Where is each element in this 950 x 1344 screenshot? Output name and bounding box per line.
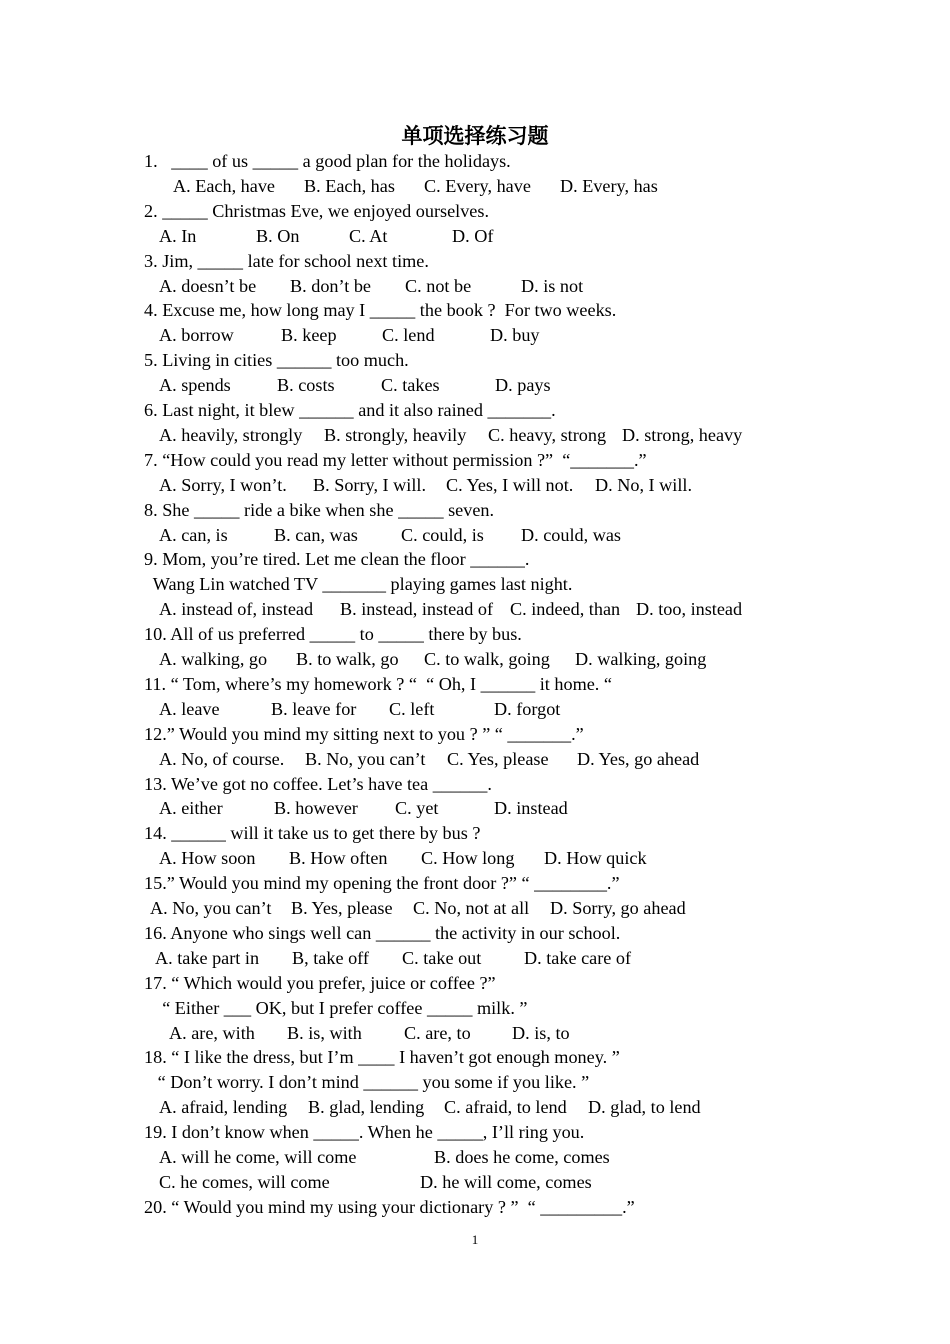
answer-option: D. Of — [452, 225, 494, 246]
question-text: 3. Jim, _____ late for school next time. — [144, 250, 429, 271]
answer-option: B. costs — [277, 375, 335, 396]
answer-option: C. take out — [402, 947, 482, 968]
answer-option: C. not be — [405, 275, 472, 296]
answer-option: A. doesn’t be — [159, 275, 257, 296]
answer-option: B. No, you can’t — [305, 748, 426, 769]
answer-option: A. spends — [159, 375, 231, 396]
answer-option: A. either — [159, 798, 223, 819]
answer-option: D. walking, going — [575, 649, 707, 669]
answer-option: B. Yes, please — [291, 898, 393, 918]
answer-option: C. afraid, to lend — [444, 1097, 567, 1118]
answer-option: B. strongly, heavily — [324, 424, 467, 445]
answer-option: B. How often — [289, 848, 388, 869]
page-title: 单项选择练习题 — [401, 124, 549, 148]
answer-option: D. Sorry, go ahead — [550, 898, 686, 918]
answer-option: C. How long — [421, 848, 515, 869]
answer-option: B. can, was — [274, 524, 358, 545]
answer-option: D. could, was — [521, 524, 622, 545]
answer-option: C. Yes, I will not. — [446, 474, 574, 495]
question-text: 14. ______ will it take us to get there by bus ? — [144, 823, 481, 844]
answer-option: C. No, not at all — [413, 898, 530, 918]
question-text: 15.” Would you mind my opening the front door ?” “ ________.” — [144, 873, 620, 894]
answer-option: B. glad, lending — [308, 1097, 425, 1118]
answer-option: C. to walk, going — [424, 649, 550, 669]
question-text: 1. ____ of us _____ a good plan for the holidays. — [144, 151, 511, 171]
answer-option: A. walking, go — [159, 649, 268, 669]
answer-option: D. Yes, go ahead — [577, 748, 700, 769]
answer-option: C. Yes, please — [447, 748, 549, 769]
answer-option: B. don’t be — [290, 275, 371, 296]
question-text: 10. All of us preferred _____ to _____ there by bus. — [144, 624, 522, 645]
answer-option: C. could, is — [401, 524, 484, 545]
answer-option: C. are, to — [404, 1022, 471, 1043]
question-text: 9. Mom, you’re tired. Let me clean the floor ______. — [144, 549, 530, 570]
answer-option: A. borrow — [159, 325, 234, 346]
answer-option: B. however — [274, 798, 358, 819]
question-text: Wang Lin watched TV _______ playing games last night. — [144, 574, 573, 595]
answer-option: B. keep — [281, 325, 337, 346]
answer-option: C. lend — [382, 325, 435, 346]
answer-option: C. At — [349, 225, 388, 246]
question-text: 18. “ I like the dress, but I’m ____ I haven’t got enough money. ” — [144, 1047, 620, 1068]
question-text: 11. “ Tom, where’s my homework ? “ “ Oh, I ______ it home. “ — [144, 673, 612, 694]
answer-option: D. No, I will. — [595, 474, 692, 495]
answer-option: B. to walk, go — [296, 649, 399, 669]
answer-option: C. takes — [381, 375, 440, 396]
question-text: “ Either ___ OK, but I prefer coffee _____ milk. ” — [144, 997, 528, 1018]
answer-option: A. afraid, lending — [159, 1097, 288, 1118]
question-text: 16. Anyone who sings well can ______ the activity in our school. — [144, 922, 621, 943]
answer-option: D. is not — [521, 275, 584, 296]
answer-option: A. Sorry, I won’t. — [159, 474, 287, 495]
answer-option: A. No, you can’t — [150, 898, 272, 918]
question-text: 5. Living in cities ______ too much. — [144, 350, 409, 371]
answer-option: A. heavily, strongly — [159, 424, 303, 445]
question-text: “ Don’t worry. I don’t mind ______ you some if you like. ” — [144, 1072, 590, 1093]
answer-option: D. glad, to lend — [588, 1097, 701, 1118]
answer-option: A. instead of, instead — [159, 599, 314, 620]
answer-option: D. pays — [495, 375, 551, 396]
answer-option: B. Sorry, I will. — [313, 474, 426, 495]
question-text: 8. She _____ ride a bike when she _____ seven. — [144, 499, 495, 520]
answer-option: B. On — [256, 225, 300, 246]
question-text: 7. “How could you read my letter without permission ?” “_______.” — [144, 449, 647, 470]
answer-option: D. How quick — [544, 848, 647, 869]
question-text: 4. Excuse me, how long may I _____ the book ? For two weeks. — [144, 300, 617, 321]
answer-option: C. he comes, will come — [159, 1171, 330, 1192]
question-text: 12.” Would you mind my sitting next to you ? ” “ _______.” — [144, 723, 584, 744]
answer-option: C. left — [389, 698, 435, 719]
answer-option: A. can, is — [159, 524, 228, 545]
answer-option: D. too, instead — [636, 599, 743, 620]
answer-option: D. take care of — [524, 947, 632, 968]
answer-option: D. instead — [494, 798, 568, 819]
answer-option: A. will he come, will come — [159, 1147, 357, 1167]
answer-option: B. leave for — [271, 698, 357, 719]
answer-option: B. is, with — [287, 1022, 362, 1043]
answer-option: C. heavy, strong — [488, 424, 607, 445]
answer-option: D. Every, has — [560, 175, 658, 196]
question-text: 6. Last night, it blew ______ and it also rained _______. — [144, 400, 556, 420]
question-text: 17. “ Which would you prefer, juice or coffee ?” — [144, 972, 496, 993]
answer-option: C. yet — [395, 798, 439, 819]
answer-option: D. he will come, comes — [420, 1171, 592, 1192]
answer-option: A. In — [159, 225, 197, 246]
answer-option: A. How soon — [159, 848, 256, 869]
page-number: 1 — [471, 1232, 479, 1247]
answer-option: A. leave — [159, 698, 220, 719]
answer-option: C. indeed, than — [510, 599, 621, 620]
answer-option: B. Each, has — [304, 175, 395, 196]
question-text: 13. We’ve got no coffee. Let’s have tea ______. — [144, 773, 492, 794]
answer-option: D. is, to — [512, 1022, 570, 1043]
answer-option: A. No, of course. — [159, 748, 285, 769]
answer-option: A. take part in — [155, 947, 260, 968]
answer-option: B, take off — [292, 947, 369, 968]
answer-option: B. instead, instead of — [340, 599, 494, 620]
answer-option: D. forgot — [494, 698, 561, 719]
question-text: 2. _____ Christmas Eve, we enjoyed ourselves. — [144, 200, 489, 221]
answer-option: D. strong, heavy — [622, 424, 743, 445]
answer-option: A. are, with — [169, 1022, 255, 1043]
answer-option: A. Each, have — [173, 175, 276, 196]
answer-option: B. does he come, comes — [434, 1147, 610, 1167]
question-text: 20. “ Would you mind my using your dictionary ? ” “ _________.” — [144, 1196, 635, 1217]
answer-option: D. buy — [490, 325, 540, 346]
question-text: 19. I don’t know when _____. When he _____, I’ll ring you. — [144, 1122, 585, 1143]
answer-option: C. Every, have — [424, 175, 531, 196]
